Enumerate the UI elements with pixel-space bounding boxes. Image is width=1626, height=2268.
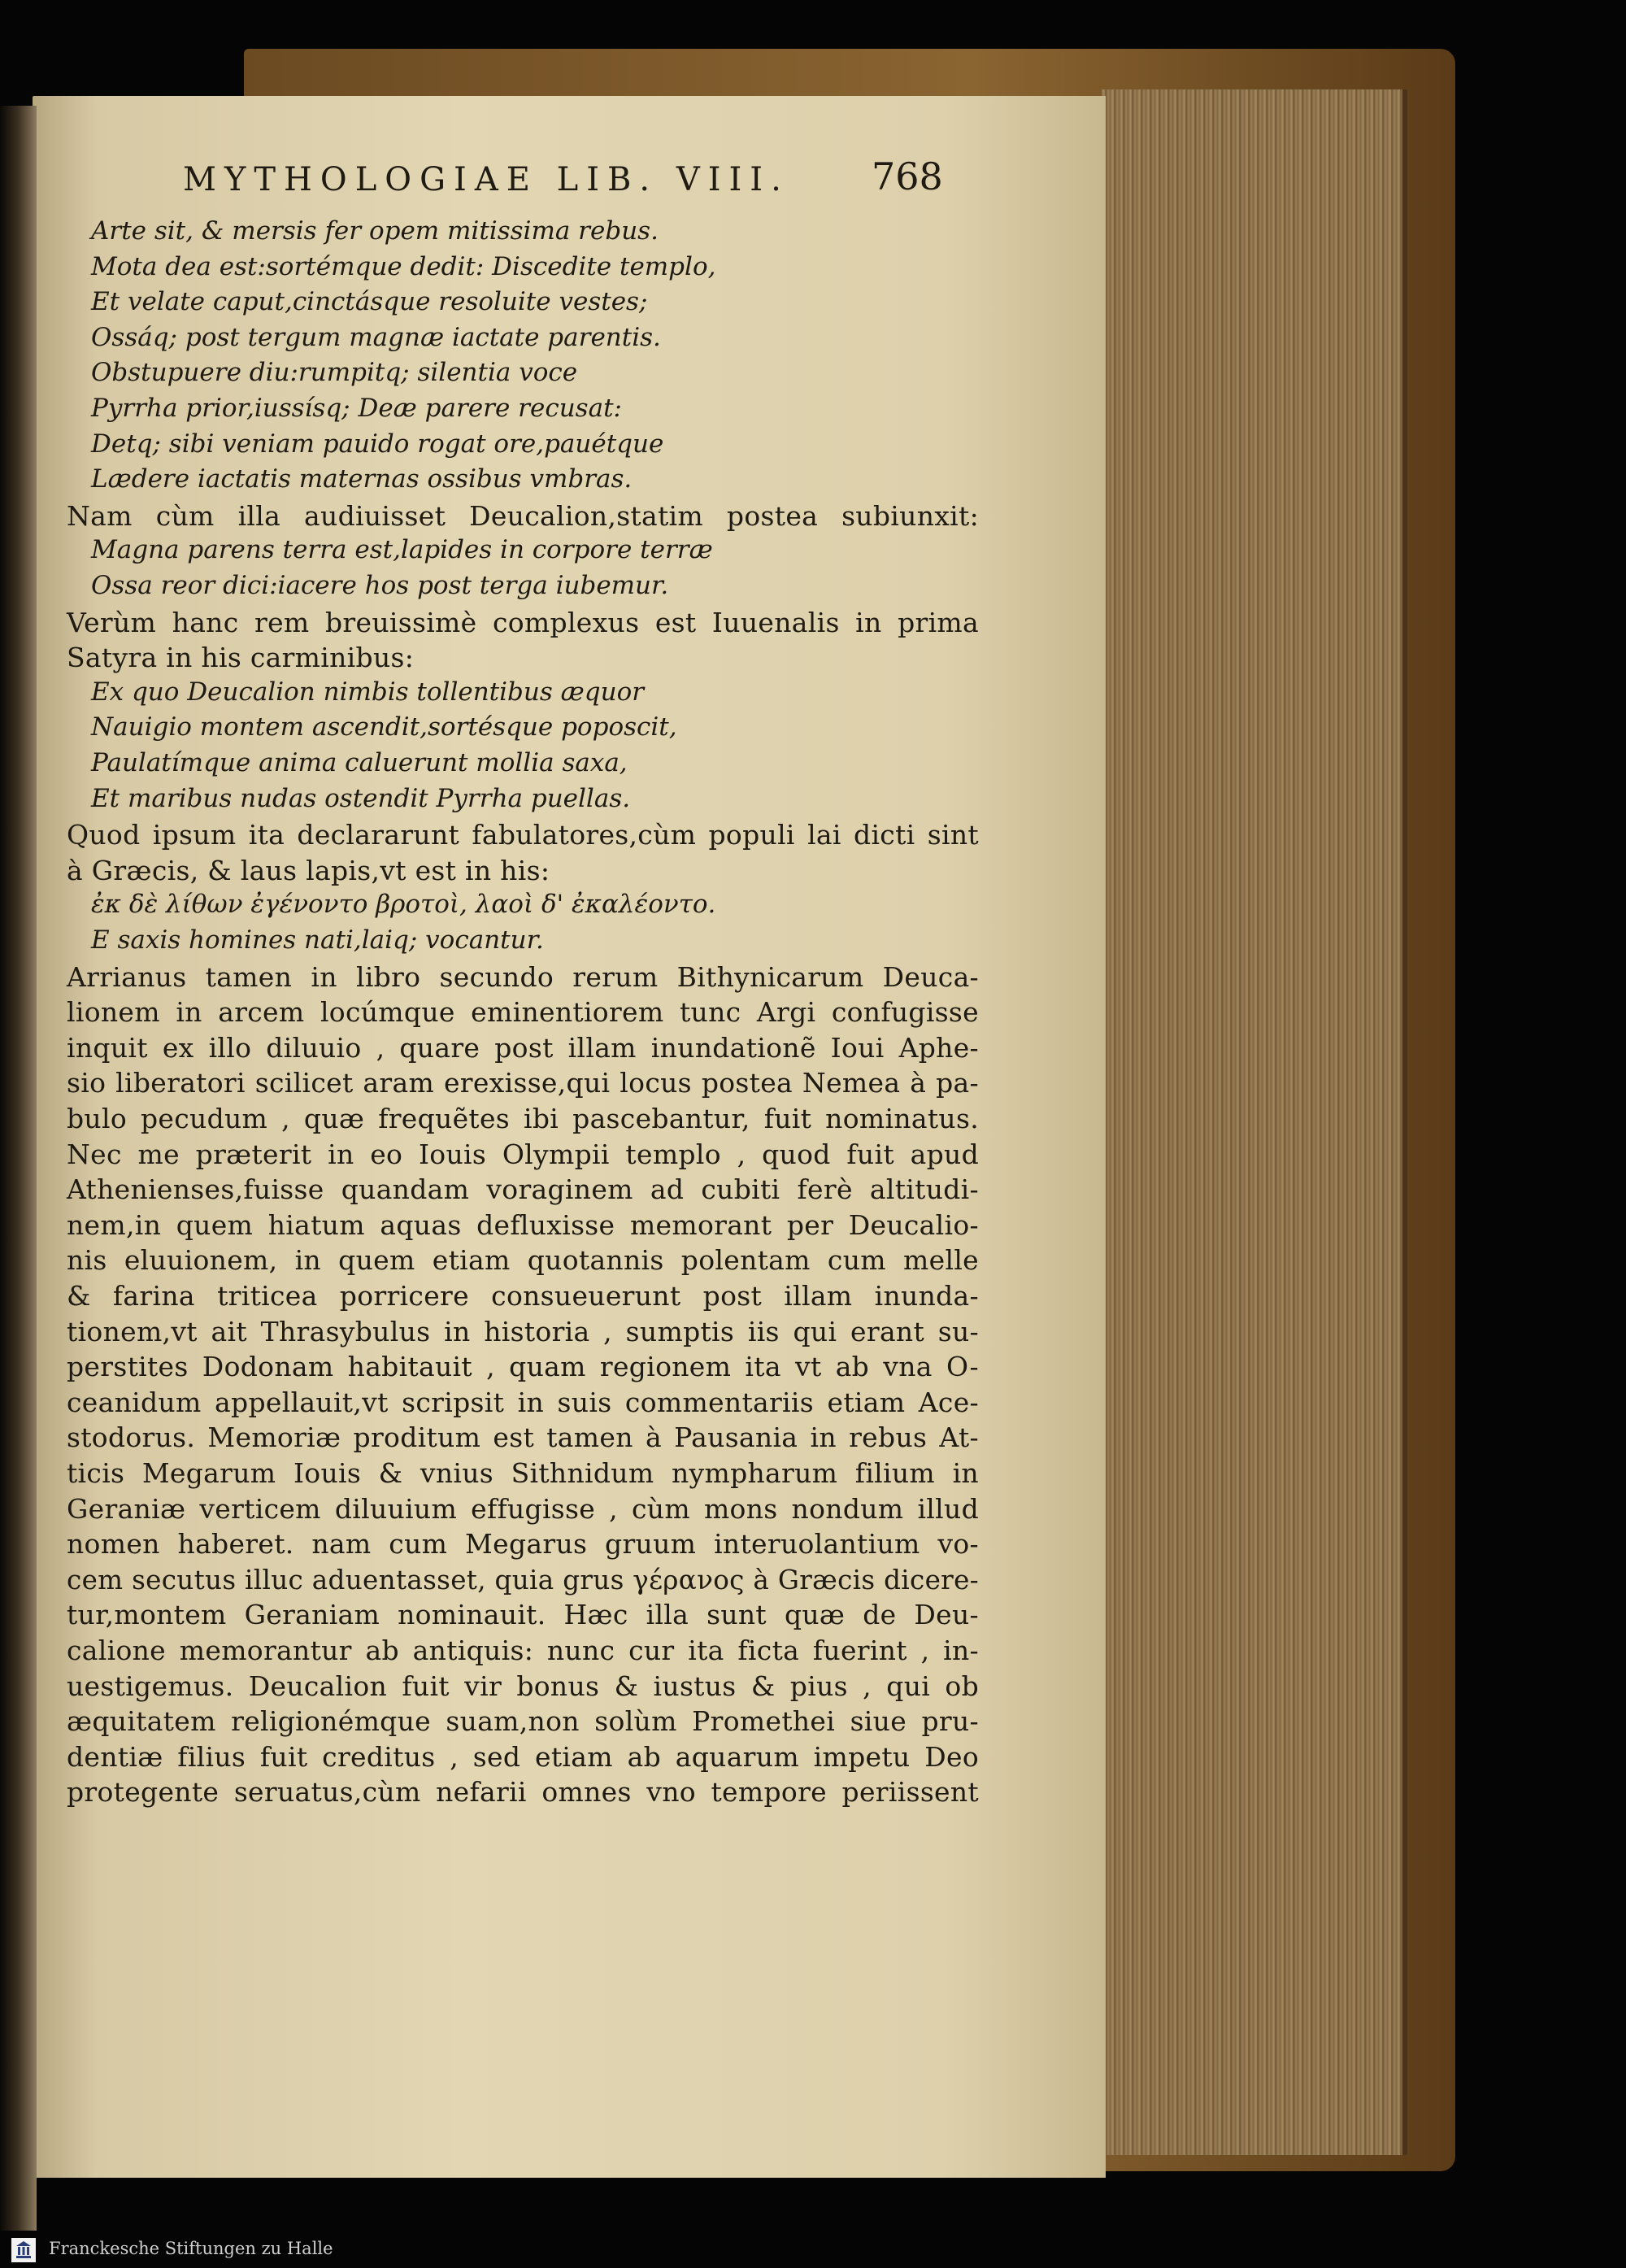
prose-line: tionem,vt ait Thrasybulus in historia , sumptis iis qui erant su- xyxy=(67,1315,979,1347)
verse-line: Nauigio montem ascendit,sortésque poposcit, xyxy=(91,712,677,742)
prose-line: inquit ex illo diluuio , quare post illam inundationẽ Ioui Aphe- xyxy=(67,1031,979,1064)
prose-line: sio liberatori scilicet aram erexisse,qui locus postea Nemea à pa- xyxy=(67,1067,979,1099)
verse-line: Magna parens terra est,lapides in corpore terræ xyxy=(91,535,713,565)
body-text xyxy=(33,96,1106,2178)
library-logo-icon xyxy=(11,2238,36,2262)
prose-line: à Græcis, & laus lapis,vt est in his: xyxy=(67,854,550,886)
verse-line: Et maribus nudas ostendit Pyrrha puellas. xyxy=(91,783,631,813)
verse-line: Lædere iactatis maternas ossibus vmbras. xyxy=(91,464,633,494)
prose-line: ticis Megarum Iouis & vnius Sithnidum nympharum filium in xyxy=(67,1457,979,1489)
verse-line: ἐκ δὲ λίθων ἐγένοντο βροτοὶ, λαοὶ δ' ἐκαλέοντο. xyxy=(91,890,716,920)
prose-line: stodorus. Memoriæ proditum est tamen à Pausania in rebus At- xyxy=(67,1421,979,1454)
page-number: 768 xyxy=(872,155,943,198)
verse-line: E saxis homines nati,laiq; vocantur. xyxy=(91,925,544,955)
verse-line: Obstupuere diu:rumpitq; silentia voce xyxy=(91,358,578,388)
footer-credit: Franckesche Stiftungen zu Halle xyxy=(49,2239,333,2258)
prose-line: tur,montem Geraniam nominauit. Hæc illa sunt quæ de Deu- xyxy=(67,1599,979,1631)
verse-line: Mota dea est:sortémque dedit: Discedite templo, xyxy=(91,251,716,281)
prose-line: lionem in arcem locúmque eminentiorem tunc Argi confugisse xyxy=(67,996,979,1029)
prose-line: perstites Dodonam habitauit , quam regionem ita vt ab vna O- xyxy=(67,1351,979,1383)
verse-line: Detq; sibi veniam pauido rogat ore,pauétque xyxy=(91,429,664,459)
prose-line: calione memorantur ab antiquis: nunc cur ita ficta fuerint , in- xyxy=(67,1635,979,1666)
prose-line: nis eluuionem, in quem etiam quotannis polentam cum melle xyxy=(67,1244,979,1277)
prose-line: bulo pecudum , quæ frequẽtes ibi pascebantur, fuit nominatus. xyxy=(67,1103,979,1134)
prose-line: Satyra in his carminibus: xyxy=(67,642,415,674)
book-fore-edge xyxy=(1102,89,1407,2155)
prose-line: nem,in quem hiatum aquas defluxisse memorant per Deucalio- xyxy=(67,1208,979,1241)
book-page xyxy=(33,96,1106,2178)
prose-line: Arrianus tamen in libro secundo rerum Bithynicarum Deuca- xyxy=(67,960,979,993)
prose-line: protegente seruatus,cùm nefarii omnes vno tempore periissent xyxy=(67,1776,979,1809)
verse-line: Ex quo Deucalion nimbis tollentibus æquor xyxy=(91,677,645,707)
verse-line: Arte sit, & mersis fer opem mitissima rebus. xyxy=(91,216,659,246)
prose-line: ceanidum appellauit,vt scripsit in suis commentariis etiam Ace- xyxy=(67,1386,979,1418)
prose-line: cem secutus illuc aduentasset, quia grus γέρανος à Græcis dicere- xyxy=(67,1563,979,1595)
verse-line: Et velate caput,cinctásque resoluite vestes; xyxy=(91,287,648,317)
gutter-shadow xyxy=(0,106,37,2268)
prose-line: & farina triticea porricere consueuerunt post illam inunda- xyxy=(67,1280,979,1312)
prose-line: Athenienses,fuisse quandam voraginem ad cubiti ferè altitudi- xyxy=(67,1173,979,1206)
prose-line: uestigemus. Deucalion fuit vir bonus & iustus & pius , qui ob xyxy=(67,1669,979,1702)
prose-line: nomen haberet. nam cum Megarus gruum interuolantium vo- xyxy=(67,1528,979,1561)
prose-line: æquitatem religionémque suam,non solùm Promethei siue pru- xyxy=(67,1705,979,1738)
verse-line: Ossáq; post tergum magnæ iactate parentis. xyxy=(91,322,661,352)
running-head: MYTHOLOGIAE LIB. VIII. xyxy=(183,161,789,198)
prose-line: dentiæ filius fuit creditus , sed etiam ab aquarum impetu Deo xyxy=(67,1740,979,1773)
prose-line: Verùm hanc rem breuissimè complexus est Iuuenalis in prima xyxy=(67,606,979,638)
verse-line: Ossa reor dici:iacere hos post terga iubemur. xyxy=(91,571,669,600)
verse-line: Pyrrha prior,iussísq; Deæ parere recusat: xyxy=(91,394,622,423)
verse-line: Paulatímque anima caluerunt mollia saxa, xyxy=(91,748,628,777)
prose-line: Geraniæ verticem diluuium effugisse , cùm mons nondum illud xyxy=(67,1492,979,1525)
prose-line: Nam cùm illa audiuisset Deucalion,statim postea subiunxit: xyxy=(67,499,979,532)
prose-line: Nec me præterit in eo Iouis Olympii templo , quod fuit apud xyxy=(67,1138,979,1170)
prose-line: Quod ipsum ita declararunt fabulatores,cùm populi lai dicti sint xyxy=(67,819,979,851)
